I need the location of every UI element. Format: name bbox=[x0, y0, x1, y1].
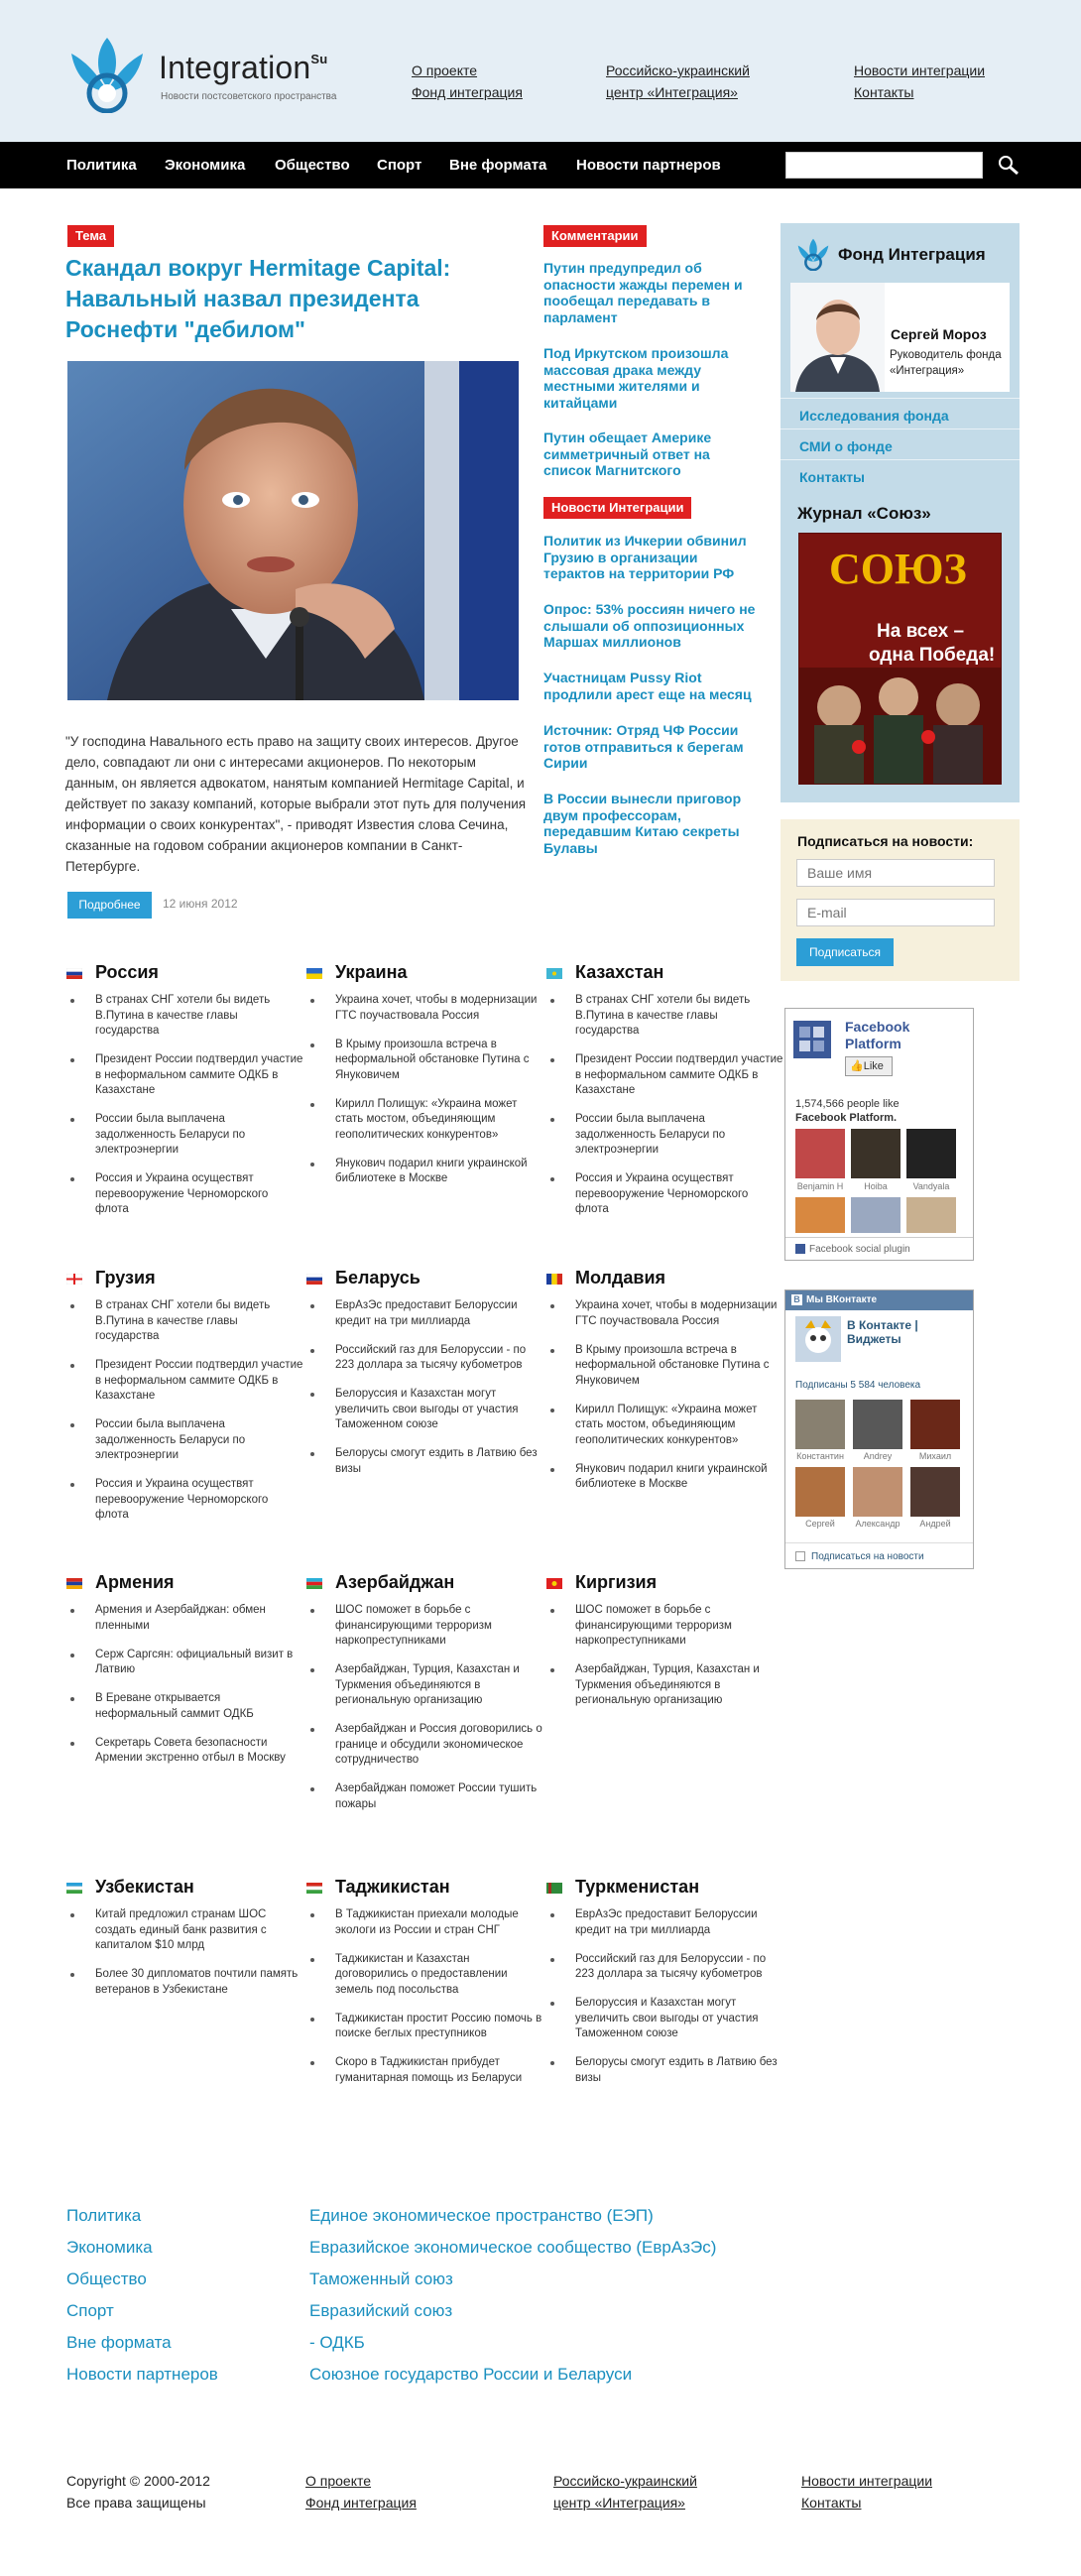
list-item[interactable]: В Ереване открывается неформальный саммит ОДКБ bbox=[66, 1691, 304, 1722]
list-item[interactable]: Президент России подтвердил участие в неформальном саммите ОДКБ в Казахстане bbox=[66, 1358, 304, 1405]
moldova-flag-icon bbox=[546, 1274, 562, 1285]
country-block-georgia bbox=[66, 1268, 304, 1536]
list-item[interactable]: Более 30 дипломатов почтили память ветеранов в Узбекистане bbox=[66, 1967, 304, 1998]
integration-news-link[interactable]: Участницам Pussy Riot продлили арест еще на месяц bbox=[543, 670, 752, 702]
search-input[interactable] bbox=[785, 152, 983, 179]
country-name[interactable]: Грузия bbox=[95, 1268, 156, 1288]
comment-link[interactable]: Путин предупредил об опасности жажды перемен и пообещал передавать в парламент bbox=[543, 260, 743, 325]
vk-widget bbox=[784, 1289, 974, 1569]
footer-nav-evrazes[interactable]: Евразийское экономическое сообщество (ЕврАзЭс) bbox=[309, 2238, 717, 2257]
footer-link-center-1[interactable]: Российско-украинский bbox=[553, 2473, 697, 2489]
vk-member-name: Александр bbox=[855, 1519, 901, 1529]
thumbs-up-icon: 👍 bbox=[850, 1060, 864, 1072]
country-name[interactable]: Украина bbox=[335, 962, 408, 982]
country-block-moldova bbox=[546, 1268, 784, 1506]
footer-nav-partners[interactable]: Новости партнеров bbox=[66, 2365, 218, 2384]
fund-title: Фонд Интеграция bbox=[838, 245, 986, 264]
list-item[interactable]: В странах СНГ хотели бы видеть В.Путина в качестве главы государства bbox=[66, 993, 304, 1040]
header-link-about[interactable]: О проекте bbox=[412, 62, 478, 78]
subscribe-email-input[interactable] bbox=[796, 899, 995, 926]
country-block-uzbekistan bbox=[66, 1877, 304, 2012]
facebook-count-page: Facebook Platform. bbox=[795, 1112, 898, 1124]
header-link-contacts[interactable]: Контакты bbox=[854, 84, 914, 100]
facebook-f-icon bbox=[795, 1244, 805, 1254]
featured-date: 12 июня 2012 bbox=[163, 897, 238, 911]
facebook-fan-avatar[interactable] bbox=[795, 1197, 845, 1233]
integration-news-link[interactable]: В России вынесли приговор двум профессорам, передавшим Китаю секреты Булавы bbox=[543, 791, 742, 856]
nav-item-sport[interactable]: Спорт bbox=[377, 157, 422, 174]
country-block-azerbaijan bbox=[306, 1572, 544, 1826]
vk-member-avatar[interactable] bbox=[853, 1400, 902, 1449]
vk-subscribe[interactable]: Подписаться на новости bbox=[785, 1542, 973, 1568]
vk-member-avatar[interactable] bbox=[795, 1467, 845, 1517]
comment-link[interactable]: Путин обещает Америке симметричный ответ на список Магнитского bbox=[543, 429, 712, 478]
list-item[interactable]: Россия и Украина осуществят перевооружение Черноморского флота bbox=[546, 1171, 784, 1218]
facebook-fan-name: Benjamin H bbox=[796, 1181, 844, 1191]
facebook-footer[interactable]: Facebook social plugin bbox=[785, 1237, 973, 1261]
country-name[interactable]: Беларусь bbox=[335, 1268, 420, 1288]
subscribe-button[interactable]: Подписаться bbox=[796, 938, 894, 966]
nav-item-off-format[interactable]: Вне формата bbox=[449, 157, 547, 174]
list-item[interactable]: Таджикистан и Казахстан договорились о предоставлении земель под посольства bbox=[306, 1952, 544, 1999]
country-name[interactable]: Россия bbox=[95, 962, 159, 982]
country-name[interactable]: Таджикистан bbox=[335, 1877, 450, 1897]
country-name[interactable]: Армения bbox=[95, 1572, 175, 1592]
list-item[interactable]: Российский газ для Белоруссии - по 223 доллара за тысячу кубометров bbox=[546, 1952, 784, 1983]
list-item[interactable]: Президент России подтвердил участие в неформальном саммите ОДКБ в Казахстане bbox=[66, 1052, 304, 1099]
footer-nav-sport[interactable]: Спорт bbox=[66, 2301, 114, 2320]
country-block-russia bbox=[66, 962, 304, 1231]
country-name[interactable]: Молдавия bbox=[575, 1268, 666, 1288]
comments-tag: Комментарии bbox=[543, 225, 647, 247]
country-block-belarus bbox=[306, 1268, 544, 1491]
integration-news-link[interactable]: Политик из Ичкерии обвинил Грузию в организации терактов на территории РФ bbox=[543, 533, 747, 581]
list-item[interactable]: Российский газ для Белоруссии - по 223 доллара за тысячу кубометров bbox=[306, 1343, 544, 1374]
site-logo[interactable] bbox=[65, 34, 363, 113]
nav-item-partners[interactable]: Новости партнеров bbox=[576, 157, 721, 174]
list-item[interactable]: Кирилл Полищук: «Украина может стать мостом, объединяющим геополитических конкурентов» bbox=[546, 1403, 784, 1449]
list-item[interactable]: Янукович подарил книги украинской библиотеке в Москве bbox=[546, 1462, 784, 1493]
list-item[interactable]: Азербайджан, Турция, Казахстан и Туркмения объединяются в региональную организацию bbox=[546, 1662, 784, 1709]
person-photo bbox=[790, 283, 885, 392]
vk-member-avatar[interactable] bbox=[853, 1467, 902, 1517]
list-item[interactable]: Китай предложил странам ШОС создать единый банк развития с капиталом $10 млрд bbox=[66, 1907, 304, 1954]
list-item[interactable]: России была выплачена задолженность Беларуси по электроэнергии bbox=[546, 1112, 784, 1159]
ukraine-flag-icon bbox=[306, 968, 322, 979]
footer-nav-politics[interactable]: Политика bbox=[66, 2206, 142, 2225]
footer-nav-customs-union[interactable]: Таможенный союз bbox=[309, 2269, 453, 2288]
sidebar-link-research[interactable]: Исследования фонда bbox=[781, 398, 1020, 429]
header-link-news[interactable]: Новости интеграции bbox=[854, 62, 986, 78]
country-block-armenia bbox=[66, 1572, 304, 1779]
footer-link-contacts[interactable]: Контакты bbox=[801, 2495, 862, 2511]
list-item[interactable]: Белорусы смогут ездить в Латвию без визы bbox=[546, 2055, 784, 2086]
list-item[interactable]: В Крыму произошла встреча в неформальной обстановке Путина с Януковичем bbox=[306, 1038, 544, 1084]
list-item[interactable]: Кирилл Полищук: «Украина может стать мостом, объединяющим геополитических конкурентов» bbox=[306, 1097, 544, 1144]
magazine-cover-art bbox=[799, 668, 1002, 785]
header-link-center-2[interactable]: центр «Интеграция» bbox=[606, 84, 738, 100]
vk-widget-avatar[interactable] bbox=[795, 1316, 841, 1362]
magazine-cover-name: СОЮЗ bbox=[829, 545, 967, 593]
featured-tag: Тема bbox=[67, 225, 114, 247]
subscribe-title: Подписаться на новости: bbox=[797, 833, 974, 849]
list-item[interactable]: В странах СНГ хотели бы видеть В.Путина в качестве главы государства bbox=[66, 1298, 304, 1345]
list-item[interactable]: В Таджикистан приехали молодые экологи из России и стран СНГ bbox=[306, 1907, 544, 1938]
vk-logo-icon: В bbox=[791, 1294, 802, 1305]
list-item[interactable]: Азербайджан, Турция, Казахстан и Туркмения объединяются в региональную организацию bbox=[306, 1662, 544, 1709]
checkbox-icon[interactable] bbox=[795, 1551, 805, 1561]
list-item[interactable]: Украина хочет, чтобы в модернизации ГТС поучаствовала Россия bbox=[546, 1298, 784, 1329]
vk-member-avatar[interactable] bbox=[910, 1400, 960, 1449]
country-name[interactable]: Казахстан bbox=[575, 962, 664, 982]
search-icon[interactable] bbox=[997, 154, 1021, 178]
footer-link-about[interactable]: О проекте bbox=[305, 2473, 372, 2489]
integration-news-link[interactable]: Источник: Отряд ЧФ России готов отправиться к берегам Сирии bbox=[543, 722, 744, 771]
uzbekistan-flag-icon bbox=[66, 1883, 82, 1894]
list-item[interactable]: Армения и Азербайджан: обмен пленными bbox=[66, 1603, 304, 1634]
turkmenistan-flag-icon bbox=[546, 1883, 562, 1894]
vk-member-avatar[interactable] bbox=[795, 1400, 845, 1449]
sidebar-link-media[interactable]: СМИ о фонде bbox=[781, 429, 1020, 459]
vk-member-name: Константин bbox=[796, 1451, 844, 1461]
featured-photo[interactable] bbox=[67, 361, 519, 700]
magazine-cover-text: На всех – bbox=[877, 621, 965, 642]
list-item[interactable]: Скоро в Таджикистан прибудет гуманитарная помощь из Беларуси bbox=[306, 2055, 544, 2086]
facebook-fan-name: Vandyala bbox=[912, 1181, 950, 1191]
lotus-small-icon bbox=[795, 237, 831, 271]
read-more-button[interactable]: Подробнее bbox=[67, 892, 152, 919]
header-link-fund[interactable]: Фонд интеграция bbox=[412, 84, 523, 100]
list-item[interactable]: Серж Саргсян: официальный визит в Латвию bbox=[66, 1648, 304, 1678]
list-item[interactable]: Украина хочет, чтобы в модернизации ГТС поучаствовала Россия bbox=[306, 993, 544, 1024]
country-block-turkmenistan bbox=[546, 1877, 784, 2100]
list-item[interactable]: Белорусы смогут ездить в Латвию без визы bbox=[306, 1446, 544, 1477]
country-block-tajikistan bbox=[306, 1877, 544, 2100]
list-item[interactable]: Россия и Украина осуществят перевооружение Черноморского флота bbox=[66, 1477, 304, 1524]
footer-link-center-2[interactable]: центр «Интеграция» bbox=[553, 2495, 685, 2511]
list-item[interactable]: В странах СНГ хотели бы видеть В.Путина в качестве главы государства bbox=[546, 993, 784, 1040]
lotus-logo-icon bbox=[65, 34, 149, 113]
country-name[interactable]: Туркменистан bbox=[575, 1877, 700, 1897]
footer-nav-odkb[interactable]: - ОДКБ bbox=[309, 2333, 365, 2352]
sidebar-link-contacts[interactable]: Контакты bbox=[781, 459, 1020, 490]
belarus-flag-icon bbox=[306, 1274, 322, 1285]
magazine-title: Журнал «Союз» bbox=[797, 504, 931, 523]
vk-member-name: Сергей bbox=[805, 1519, 835, 1529]
facebook-widget bbox=[784, 1008, 974, 1261]
person-role: Руководитель фонда «Интеграция» bbox=[890, 349, 1002, 377]
person-card[interactable] bbox=[790, 283, 1010, 392]
header-link-center-1[interactable]: Российско-украинский bbox=[606, 62, 750, 78]
list-item[interactable]: ЕврАзЭс предоставит Белоруссии кредит на три миллиарда bbox=[546, 1907, 784, 1938]
person-name: Сергей Мороз bbox=[891, 326, 987, 342]
facebook-fan-avatar[interactable] bbox=[906, 1197, 956, 1233]
footer-nav-off-format[interactable]: Вне формата bbox=[66, 2333, 172, 2352]
copyright: Copyright © 2000-2012 bbox=[66, 2473, 210, 2489]
list-item[interactable]: Янукович подарил книги украинской библиотеке в Москве bbox=[306, 1157, 544, 1187]
subscribe-box bbox=[781, 819, 1020, 981]
list-item[interactable]: России была выплачена задолженность Беларуси по электроэнергии bbox=[66, 1417, 304, 1464]
vk-subscribers: Подписаны 5 584 человека bbox=[795, 1380, 921, 1391]
list-item[interactable]: России была выплачена задолженность Беларуси по электроэнергии bbox=[66, 1112, 304, 1159]
integration-news-tag: Новости Интеграции bbox=[543, 497, 691, 519]
facebook-fan-avatar[interactable] bbox=[906, 1129, 956, 1178]
vk-widget-title[interactable]: В Контакте | Виджеты bbox=[847, 1318, 918, 1346]
list-item[interactable]: Президент России подтвердил участие в неформальном саммите ОДКБ в Казахстане bbox=[546, 1052, 784, 1099]
facebook-platform-icon bbox=[793, 1021, 831, 1058]
site-header bbox=[0, 0, 1081, 142]
facebook-fan-avatar[interactable] bbox=[851, 1197, 901, 1233]
list-item[interactable]: ШОС поможет в борьбе с финансирующими терроризм наркопреступниками bbox=[306, 1603, 544, 1650]
vk-member-avatar[interactable] bbox=[910, 1467, 960, 1517]
country-name[interactable]: Узбекистан bbox=[95, 1877, 194, 1897]
fund-sidebar bbox=[781, 223, 1020, 802]
magazine-cover[interactable] bbox=[798, 533, 1002, 785]
facebook-count: 1,574,566 people like bbox=[795, 1098, 900, 1110]
footer-link-news[interactable]: Новости интеграции bbox=[801, 2473, 933, 2489]
tajikistan-flag-icon bbox=[306, 1883, 322, 1894]
facebook-fan-avatar[interactable] bbox=[795, 1129, 845, 1178]
facebook-like-button[interactable]: 👍Like bbox=[845, 1056, 893, 1076]
list-item[interactable]: ШОС поможет в борьбе с финансирующими терроризм наркопреступниками bbox=[546, 1603, 784, 1650]
footer-link-fund[interactable]: Фонд интеграция bbox=[305, 2495, 417, 2511]
nav-item-economy[interactable]: Экономика bbox=[165, 157, 246, 174]
country-block-kazakhstan bbox=[546, 962, 784, 1231]
list-item[interactable]: Белоруссия и Казахстан могут увеличить свои выгоды от участия Таможенном союзе bbox=[306, 1387, 544, 1433]
kyrgyzstan-flag-icon bbox=[546, 1578, 562, 1589]
list-item[interactable]: Таджикистан простит Россию помочь в поиске беглых преступников bbox=[306, 2012, 544, 2042]
magazine-cover-text: одна Победа! bbox=[869, 645, 996, 666]
facebook-fan-avatar[interactable] bbox=[851, 1129, 901, 1178]
featured-photo-image bbox=[67, 361, 519, 700]
list-item[interactable]: Азербайджан и Россия договорились о границе и обсудили экономическое сотрудничество bbox=[306, 1722, 544, 1769]
subscribe-name-input[interactable] bbox=[796, 859, 995, 887]
footer-nav-eep[interactable]: Единое экономическое пространство (ЕЭП) bbox=[309, 2206, 654, 2225]
country-name[interactable]: Киргизия bbox=[575, 1572, 658, 1592]
nav-item-society[interactable]: Общество bbox=[275, 157, 350, 174]
vk-member-name: Михаил bbox=[918, 1451, 952, 1461]
azerbaijan-flag-icon bbox=[306, 1578, 322, 1589]
vk-member-name: Andrey bbox=[863, 1451, 893, 1461]
facebook-title[interactable]: Facebook Platform bbox=[845, 1019, 910, 1051]
integration-news-link[interactable]: Опрос: 53% россиян ничего не слышали об оппозиционных Маршах миллионов bbox=[543, 601, 756, 650]
facebook-fan-name: Hoiba bbox=[864, 1181, 888, 1191]
country-block-ukraine bbox=[306, 962, 544, 1200]
footer-nav-union-state[interactable]: Союзное государство России и Беларуси bbox=[309, 2365, 633, 2384]
list-item[interactable]: В Крыму произошла встреча в неформальной обстановке Путина с Януковичем bbox=[546, 1343, 784, 1390]
main-nav bbox=[0, 142, 1081, 188]
featured-text: "У господина Навального есть право на защиту своих интересов. Другое дело, совпадают ли они с интересами акционеров. По некоторым данным, он является адвокатом, нанятым компанией Hermitage Capital, и действует по заказу компаний, которые выбрали этот путь для получения информации о своих конкурентах", - приводят Известия слова Сечина, сказанные на годовом собрании акционеров компании в Санкт-Петербурге. bbox=[65, 734, 527, 874]
rights-reserved: Все права защищены bbox=[66, 2495, 206, 2511]
list-item[interactable]: ЕврАзЭс предоставит Белоруссии кредит на три миллиарда bbox=[306, 1298, 544, 1329]
comment-link[interactable]: Под Иркутском произошла массовая драка между местными жителями и китайцами bbox=[543, 345, 729, 411]
kazakhstan-flag-icon bbox=[546, 968, 562, 979]
list-item[interactable]: Секретарь Совета безопасности Армении экстренно отбыл в Москву bbox=[66, 1736, 304, 1767]
armenia-flag-icon bbox=[66, 1578, 82, 1589]
vk-member-name: Андрей bbox=[919, 1519, 951, 1529]
nav-item-politics[interactable]: Политика bbox=[66, 157, 137, 174]
featured-title[interactable]: Скандал вокруг Hermitage Capital: Навальный назвал президента Роснефти "дебилом" bbox=[65, 255, 451, 342]
list-item[interactable]: Азербайджан поможет России тушить пожары bbox=[306, 1781, 544, 1812]
logo-title: Integration$^{Su}$ bbox=[159, 50, 328, 85]
list-item[interactable]: Белоруссия и Казахстан могут увеличить свои выгоды от участия Таможенном союзе bbox=[546, 1996, 784, 2042]
list-item[interactable]: Россия и Украина осуществят перевооружение Черноморского флота bbox=[66, 1171, 304, 1218]
logo-subtitle: Новости постсоветского пространства bbox=[161, 91, 337, 102]
georgia-flag-icon bbox=[66, 1274, 82, 1285]
vk-header: В Мы ВКонтакте bbox=[785, 1290, 973, 1310]
russia-flag-icon bbox=[66, 968, 82, 979]
country-block-kyrgyzstan bbox=[546, 1572, 784, 1722]
country-name[interactable]: Азербайджан bbox=[335, 1572, 455, 1592]
footer-nav-eurasian-union[interactable]: Евразийский союз bbox=[309, 2301, 453, 2320]
footer-nav-economy[interactable]: Экономика bbox=[66, 2238, 153, 2257]
footer-nav-society[interactable]: Общество bbox=[66, 2269, 147, 2288]
